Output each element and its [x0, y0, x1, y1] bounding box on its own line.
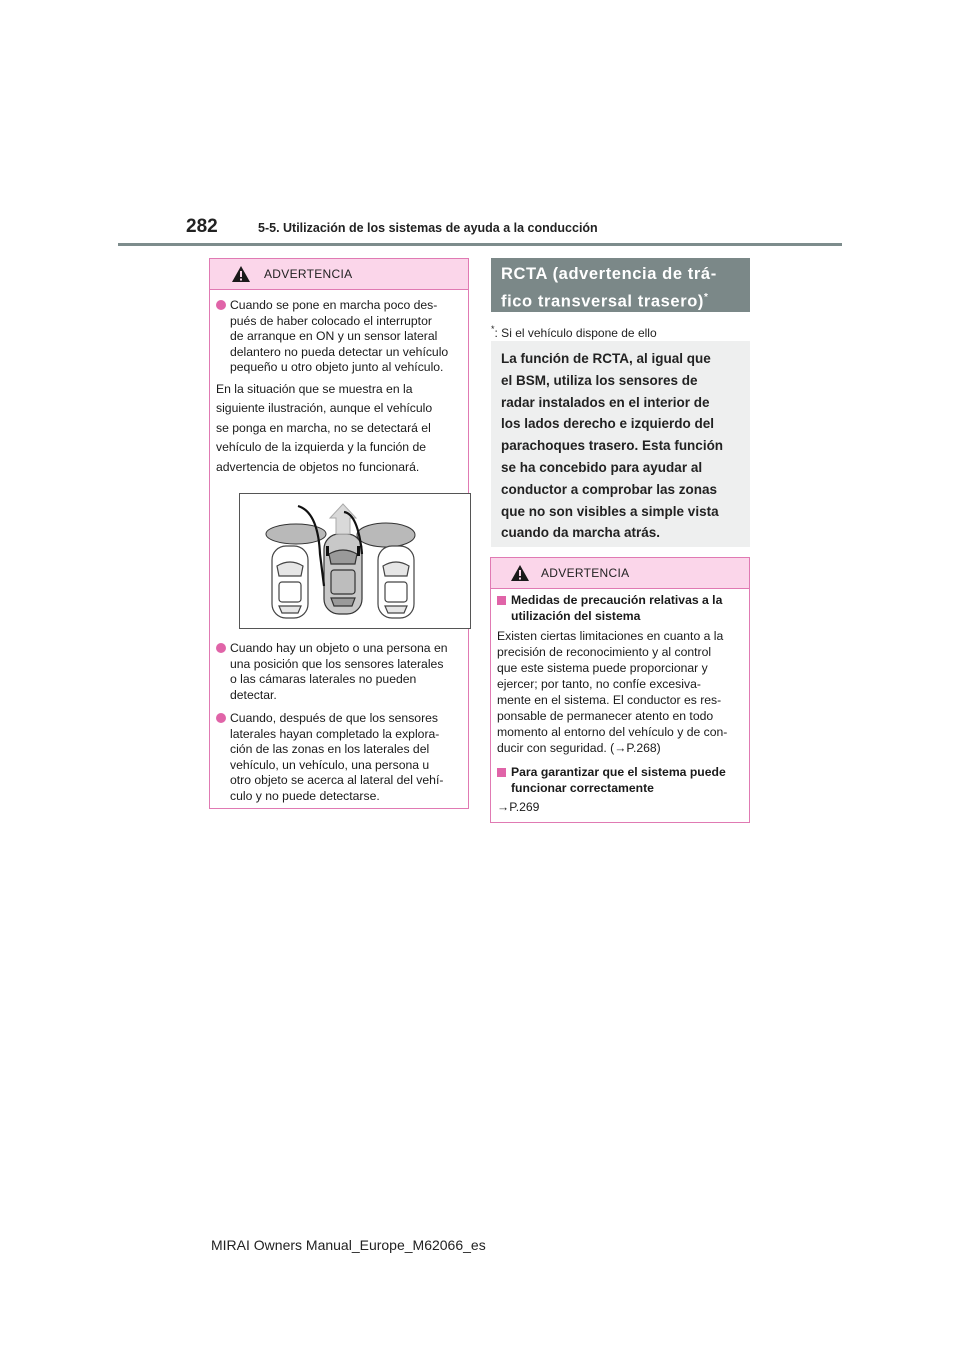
warning-bullet-3: Cuando, después de que los sensores laterales hayan completado la explora- ción de las zonas en los laterales del vehículo, un vehículo, una persona u otro objeto se acerca al lateral del vehí- culo y no puede detectarse.	[216, 711, 462, 804]
bullet-dot-icon	[216, 713, 226, 723]
parking-illustration	[239, 493, 471, 629]
left-warning-header	[210, 259, 468, 290]
bullet-square-icon	[497, 596, 506, 605]
right-warning-body	[491, 589, 749, 824]
rcta-heading: RCTA (advertencia de trá- fico transversal trasero)*	[491, 258, 750, 312]
bullet-square-icon	[497, 768, 506, 777]
left-warning-body	[210, 290, 468, 820]
warning-item-1-title: Medidas de precaución relativas a la utilización del sistema	[497, 593, 743, 624]
footnote: *: Si el vehículo dispone de ello	[491, 324, 657, 340]
bullet-dot-icon	[216, 300, 226, 310]
right-warning-header	[491, 558, 749, 589]
left-warning-box	[209, 258, 469, 809]
footer-doc-name: MIRAI Owners Manual_Europe_M62066_es	[211, 1237, 486, 1253]
page-reference-link[interactable]: →P.269	[497, 800, 540, 814]
section-title: 5-5. Utilización de los sistemas de ayuda a la conducción	[258, 221, 598, 235]
bullet-dot-icon	[216, 643, 226, 653]
footnote-mark: *	[491, 324, 495, 334]
warning-triangle-icon	[231, 265, 251, 283]
heading-footnote-mark: *	[704, 292, 709, 303]
right-warning-title: ADVERTENCIA	[541, 566, 630, 580]
left-warning-title: ADVERTENCIA	[264, 267, 353, 281]
header-rule	[118, 243, 842, 246]
warning-triangle-icon	[510, 564, 530, 582]
warning-bullet-2: Cuando hay un objeto o una persona en una posición que los sensores laterales o las cámaras laterales no pueden detectar.	[216, 641, 462, 703]
right-warning-box	[490, 557, 750, 823]
page-number: 282	[186, 216, 218, 237]
warning-bullet-1: Cuando se pone en marcha poco des- pués de haber colocado el interruptor de arranque en ON y un sensor lateral delantero no pueda detectar un vehículo pequeño u otro objeto junto al vehículo.	[216, 298, 462, 376]
warning-item-2-title: Para garantizar que el sistema puede funcionar correctamente	[497, 765, 743, 796]
warning-paragraph: En la situación que se muestra en la siguiente ilustración, aunque el vehículo se ponga en marcha, no se detectará el vehículo de la izquierda y la función de advertencia de objetos no funcionará.	[216, 381, 433, 474]
parked-cars-illustration	[240, 494, 470, 628]
rcta-intro-box: La función de RCTA, al igual que el BSM, utiliza los sensores de radar instalados en el interior de los lados derecho e izquierdo del parachoques trasero. Esta función se ha concebido para ayudar al conductor a comprobar las zonas que no son visibles a simple vista cuando da marcha atrás.	[491, 341, 750, 547]
warning-item-1-text: Existen ciertas limitaciones en cuanto a la precisión de reconocimiento y al control que este sistema puede proporcionar y ejercer; por tanto, no confíe excesiva- mente en el sistema. El conductor es res- ponsable de permanecer atento en todo momento al entorno del vehículo y de con- ducir con seguridad. (→P.268)	[497, 629, 728, 755]
